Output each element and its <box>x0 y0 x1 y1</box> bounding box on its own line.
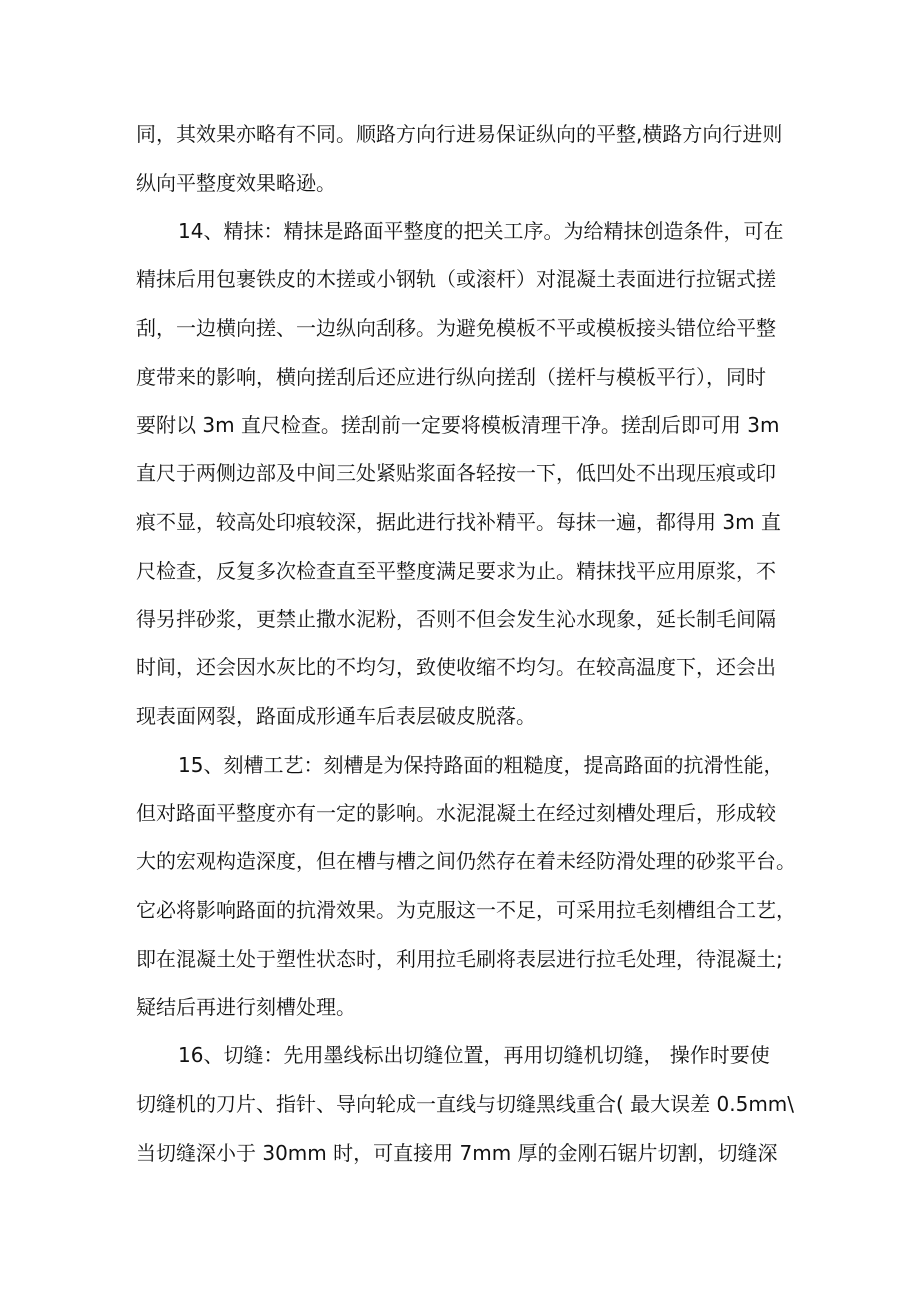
text-line: 它必将影响路面的抗滑效果。为克服这一不足，可采用拉毛刻槽组合工艺， <box>136 898 796 922</box>
text-line: 当切缝深小于 30mm 时，可直接用 7mm 厚的金刚石锯片切割，切缝深 <box>136 1141 778 1165</box>
text-line: 尺检查，反复多次检查直至平整度满足要求为止。精抹找平应用原浆，不 <box>136 559 776 583</box>
paragraph-14-first-line: 14、精抹：精抹是路面平整度的把关工序。为给精抹创造条件，可在 <box>178 219 784 243</box>
text-line: 痕不显，较高处印痕较深，据此进行找补精平。每抹一遍，都得用 3m 直 <box>136 510 781 534</box>
paragraph-16-first-line: 16、切缝：先用墨线标出切缝位置，再用切缝机切缝， 操作时要使 <box>178 1043 770 1067</box>
paragraph-15-first-line: 15、刻槽工艺：刻槽是为保持路面的粗糙度，提高路面的抗滑性能， <box>178 753 784 777</box>
text-line: 得另拌砂浆，更禁止撒水泥粉，否则不但会发生沁水现象，延长制毛间隔 <box>136 607 776 631</box>
text-line: 刮，一边横向搓、一边纵向刮移。为避免模板不平或模板接头错位给平整 <box>136 316 776 340</box>
text-line: 即在混凝土处于塑性状态时，利用拉毛刷将表层进行拉毛处理，待混凝土; <box>136 947 783 971</box>
text-line: 现表面网裂，路面成形通车后表层破皮脱落。 <box>136 704 536 728</box>
text-line: 大的宏观构造深度，但在槽与槽之间仍然存在着未经防滑处理的砂浆平台。 <box>136 849 796 873</box>
text-line: 但对路面平整度亦有一定的影响。水泥混凝土在经过刻槽处理后，形成较 <box>136 801 776 825</box>
text-line: 要附以 3m 直尺检查。搓刮前一定要将模板清理干净。搓刮后即可用 3m <box>136 413 780 437</box>
text-line: 度带来的影响，横向搓刮后还应进行纵向搓刮（搓杆与模板平行），同时 <box>136 365 766 389</box>
text-line: 切缝机的刀片、指针、导向轮成一直线与切缝黑线重合( 最大误差 0.5mm\ <box>136 1092 795 1116</box>
text-line: 时间，还会因水灰比的不均匀，致使收缩不均匀。在较高温度下，还会出 <box>136 655 776 679</box>
text-line: 疑结后再进行刻槽处理。 <box>136 995 356 1019</box>
text-line: 纵向平整度效果略逊。 <box>136 171 336 195</box>
text-line: 精抹后用包裹铁皮的木搓或小钢轨（或滚杆）对混凝土表面进行拉锯式搓 <box>136 267 776 291</box>
text-line: 直尺于两侧边部及中间三处紧贴浆面各轻按一下，低凹处不出现压痕或印 <box>136 461 776 485</box>
text-line: 同，其效果亦略有不同。顺路方向行进易保证纵向的平整,横路方向行进则 <box>136 122 783 146</box>
